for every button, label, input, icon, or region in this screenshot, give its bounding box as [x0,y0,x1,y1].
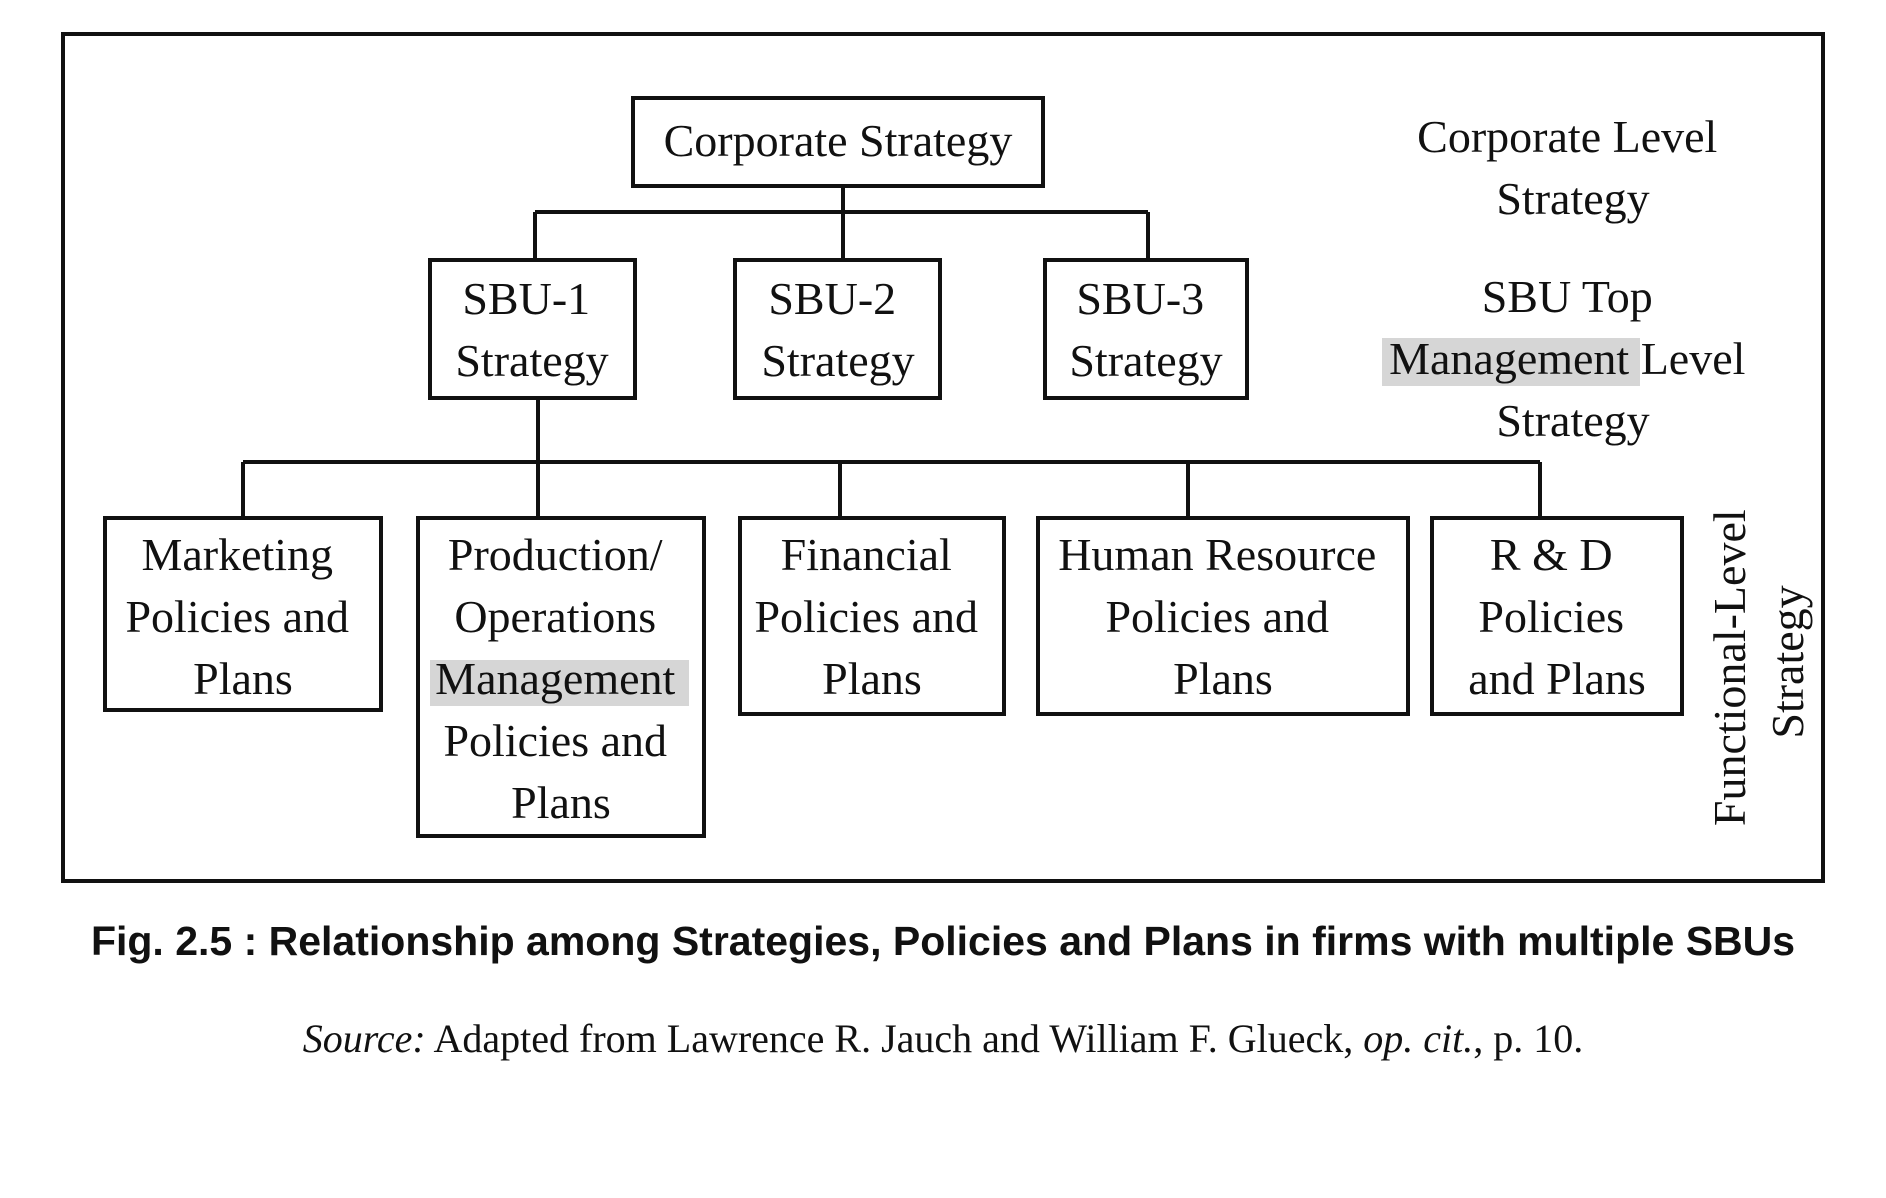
box-line: Management [435,653,676,704]
level-line: SBU Top [1481,271,1653,322]
source-text: Adapted from Lawrence R. Jauch and William F. Glueck, [425,1016,1364,1061]
box-line: Corporate Strategy [663,115,1013,166]
box-line: Plans [1173,653,1273,704]
box-line: Policies and [125,591,350,642]
box-line: Policies and [754,591,979,642]
box-line: Policies and [443,715,668,766]
box-line: Policies and [1105,591,1330,642]
level-line: Management Level [1389,333,1746,384]
level-line: Functional-Level [1704,509,1755,827]
sbu-level-label [1389,271,1757,446]
box-line: Strategy [1069,335,1223,386]
figure-source [0,1015,1886,1062]
box-line: Human Resource [1058,529,1377,580]
level-line: Strategy [1762,585,1813,739]
source-label: Source: [302,1016,426,1061]
box-line: Marketing [141,529,334,580]
box-line: Policies [1478,591,1625,642]
box-line: Plans [822,653,922,704]
source-reference: op. cit. [1363,1016,1474,1061]
corporate-strategy-label [664,115,1013,166]
r-and-d-label [1468,529,1646,704]
box-line: SBU-3 [1076,273,1205,324]
box-line: Production/ [447,529,663,580]
box-line: Plans [511,777,611,828]
box-line: SBU-2 [768,273,897,324]
box-line: Operations [454,591,657,642]
box-line: and Plans [1468,653,1646,704]
level-line: Corporate Level [1417,111,1718,162]
level-line: Strategy [1496,395,1650,446]
box-line: Strategy [455,335,609,386]
box-line: Plans [193,653,293,704]
figure-caption: Fig. 2.5 : Relationship among Strategies, Policies and Plans in firms with multiple SBUs [90,918,1796,964]
functional-level-label [1704,498,1813,826]
box-line: SBU-1 [462,273,591,324]
box-line: R & D [1489,529,1613,580]
box-line: Strategy [761,335,915,386]
box-line: Financial [780,529,952,580]
level-line: Strategy [1496,173,1650,224]
source-page: , p. 10. [1473,1016,1584,1061]
corporate-level-label [1417,111,1729,224]
